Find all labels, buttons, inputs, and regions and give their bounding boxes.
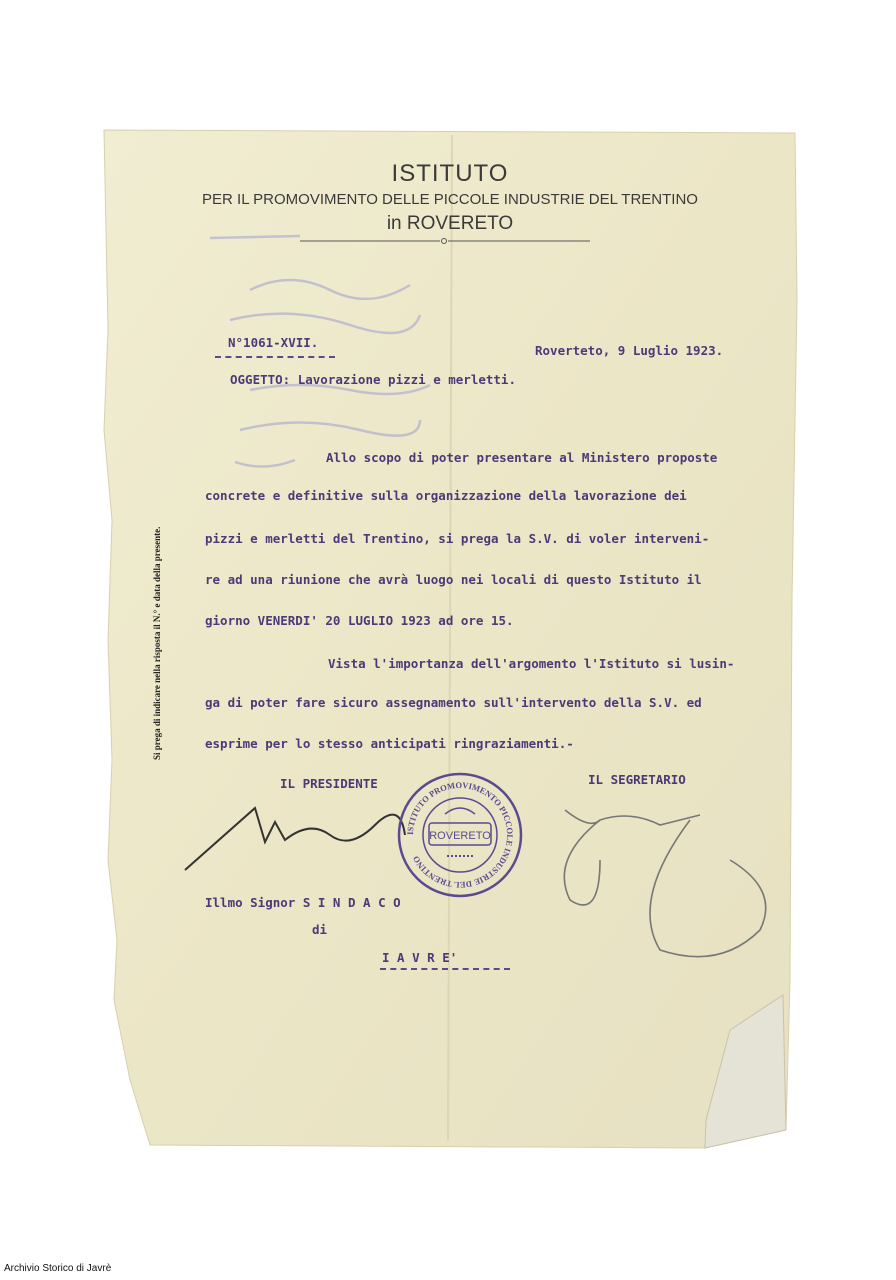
- addressee-line-3: I A V R E': [382, 950, 458, 965]
- subject-line: OGGETTO: Lavorazione pizzi e merletti.: [230, 372, 516, 387]
- addressee-line-1: Illmo Signor S I N D A C O: [205, 895, 401, 910]
- letterhead-city: in ROVERETO: [386, 213, 514, 234]
- stamp-crown-icon: [445, 808, 475, 814]
- letterhead-title: ISTITUTO: [391, 160, 509, 187]
- president-title: IL PRESIDENTE: [280, 776, 378, 791]
- body-line-3: pizzi e merletti del Trentino, si prega la S.V. di voler interveni-: [205, 531, 710, 546]
- body-line-4: re ad una riunione che avrà luogo nei locali di questo Istituto il: [205, 572, 702, 587]
- body-line-2: concrete e definitive sulla organizzazione della lavorazione dei: [205, 488, 687, 503]
- body-line-8: esprime per lo stesso anticipati ringraziamenti.-: [205, 736, 574, 751]
- letterhead: [150, 160, 750, 236]
- body-line-1: Allo scopo di poter presentare al Ministero proposte: [326, 450, 718, 465]
- addressee-line-2: di: [312, 922, 328, 937]
- body-line-5: giorno VENERDI' 20 LUGLIO 1923 ad ore 15.: [205, 613, 514, 628]
- body-line-7: ga di poter fare sicuro assegnamento sull'intervento della S.V. ed: [205, 695, 702, 710]
- side-note: Si prega di indicare nella risposta il N.° e data della presente.: [152, 526, 162, 760]
- addressee-underline: [380, 968, 510, 970]
- body-line-6: Vista l'importanza dell'argomento l'Istituto si lusin-: [328, 656, 735, 671]
- institute-stamp: [395, 770, 525, 900]
- stamp-ring-text: ISTITUTO PROMOVIMENTO PICCOLE INDUSTRIE DEL TRENTINO: [404, 779, 516, 891]
- letterhead-subtitle: PER IL PROMOVIMENTO DELLE PICCOLE INDUSTRIE DEL TRENTINO: [202, 191, 698, 208]
- protocol-number: N°1061-XVII.: [228, 335, 319, 350]
- protocol-underline: [215, 356, 335, 358]
- secretary-title: IL SEGRETARIO: [588, 772, 686, 787]
- place-date: Roverteto, 9 Luglio 1923.: [535, 343, 724, 358]
- stamp-center-text: ROVERETO: [429, 830, 491, 842]
- archive-label: Archivio Storico di Javrè: [4, 1263, 112, 1274]
